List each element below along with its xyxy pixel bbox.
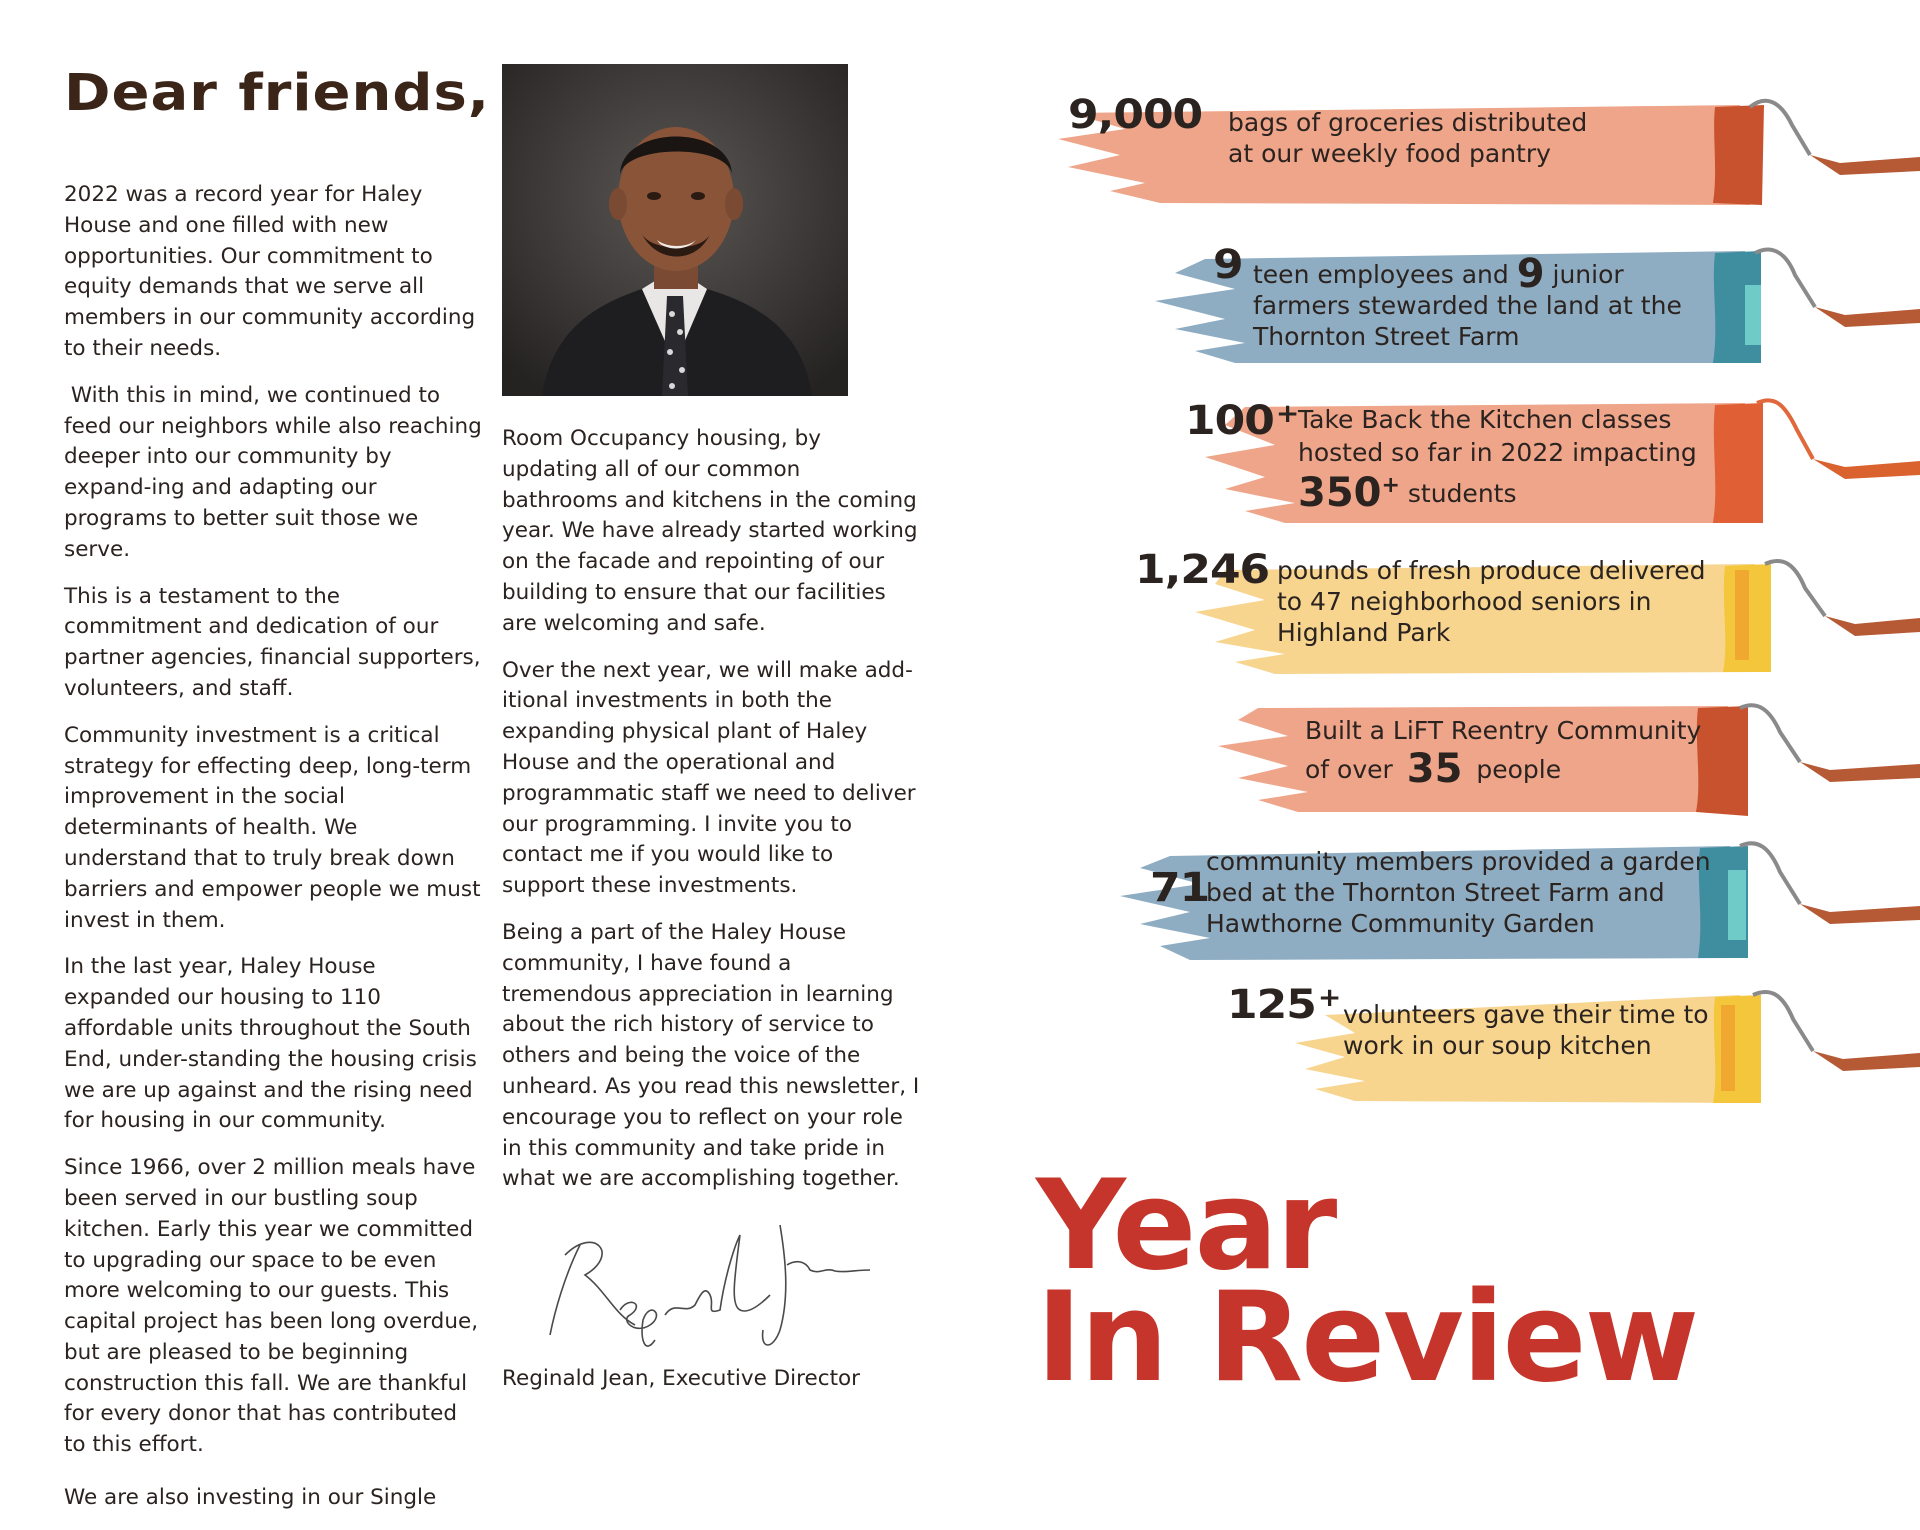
stat-text: [1206, 846, 1711, 939]
stat-lift-community: [1218, 700, 1920, 820]
stat-line-part: junior: [1552, 260, 1624, 289]
stat-line: [1298, 469, 1697, 516]
stat-number: 9: [1213, 241, 1243, 289]
letter-paragraph: We are also investing in our Single: [64, 1485, 437, 1511]
stat-number-value: 100: [1185, 397, 1274, 445]
stat-line: Thornton Street Farm: [1253, 322, 1520, 351]
letter-paragraph: In the last year, Haley House expanded our housing to 110 affordable units throughout the South End, under-standing the housing crisis we are up against and the rising need for housing in our community.: [64, 954, 477, 1134]
stat-text: [1228, 107, 1587, 169]
stat-number: [1227, 981, 1341, 1029]
letter-paragraph: Room Occupancy housing, by updating all of our common bathrooms and kitchens in the coming year. We have already started working on the facade and repointing of our building to ensure that our facilities are welcoming and safe.: [502, 426, 918, 636]
stat-number: 71: [1150, 864, 1210, 912]
stat-teen-employees: [1155, 241, 1920, 370]
stat-line: Built a LiFT Reentry Community: [1305, 716, 1702, 745]
stat-number-plus: +: [1381, 473, 1400, 498]
stat-number-inline: 9: [1516, 251, 1545, 297]
stat-text: [1305, 712, 1702, 792]
stat-line-part: people: [1476, 755, 1562, 784]
stat-text: [1277, 555, 1705, 648]
stat-line: bed at the Thornton Street Farm and: [1206, 878, 1665, 907]
stat-line-part: students: [1407, 479, 1517, 508]
stat-number: 1,246: [1135, 546, 1270, 594]
stat-line-part: of over: [1305, 755, 1393, 784]
stat-line: pounds of fresh produce delivered: [1277, 556, 1706, 585]
letter-column-1: [64, 180, 489, 1530]
letter-paragraph: Over the next year, we will make add-itional investments in both the expanding physical plant of Haley House and the operational and programmatic staff we need to deliver our programming. I invite you to contact me if you would like to support these investments.: [502, 657, 916, 899]
stat-line: bags of groceries distributed: [1228, 108, 1588, 137]
letter-paragraph: With this in mind, we continued to feed our neighbors while also reaching deeper into our community by expand-ing and adapting our programs to better suit those we serve.: [64, 382, 489, 562]
stat-line: Take Back the Kitchen classes: [1298, 405, 1672, 434]
signature-icon: [525, 1215, 895, 1355]
stat-line-part: teen employees and: [1253, 260, 1509, 289]
stat-line: community members provided a garden: [1206, 847, 1711, 876]
year-in-review-title: [1036, 1154, 1698, 1410]
director-portrait: [502, 64, 848, 396]
stat-text: [1253, 251, 1682, 352]
stat-text: [1343, 999, 1709, 1061]
letter-paragraph: Being a part of the Haley House community, I have found a tremendous appreciation in learning about the rich history of service to others and being the voice of the unheard. As you read this newsletter, I encourage you to reflect on your role in this community and take pride in what we are accomplishing together.: [502, 919, 920, 1192]
letter-heading: Dear friends,: [64, 64, 491, 123]
stat-text: [1298, 403, 1697, 516]
stat-number: [1185, 397, 1299, 445]
stat-number: 9,000: [1068, 91, 1203, 139]
stat-kitchen-classes: [1185, 395, 1920, 530]
stat-line: at our weekly food pantry: [1228, 139, 1551, 168]
stat-number-plus: +: [1317, 982, 1341, 1013]
stat-line: Highland Park: [1277, 618, 1451, 647]
stat-line: Hawthorne Community Garden: [1206, 909, 1595, 938]
stat-line: to 47 neighborhood seniors in: [1277, 587, 1652, 616]
stat-line: [1253, 251, 1682, 297]
stat-line: [1305, 746, 1701, 792]
letter-paragraph: This is a testament to the commitment and dedication of our partner agencies, financial supporters, volunteers, and staff.: [64, 583, 481, 701]
title-line-1: Year: [1036, 1154, 1336, 1298]
letter-column-2: [502, 424, 922, 1211]
stat-number-inline: 350: [1298, 470, 1382, 516]
stat-number-value: 125: [1227, 981, 1316, 1029]
stat-line: work in our soup kitchen: [1343, 1031, 1652, 1060]
stat-garden-beds: [1120, 840, 1920, 965]
stat-line: hosted so far in 2022 impacting: [1298, 438, 1697, 467]
stat-number-inline: 35: [1406, 746, 1463, 792]
stat-groceries: [1050, 91, 1920, 210]
letter-paragraph: 2022 was a record year for Haley House and one filled with new opportunities. Our commitment to equity demands that we serve all members in our community according to their needs.: [64, 182, 476, 361]
signature-caption: Reginald Jean, Executive Director: [502, 1366, 860, 1391]
stat-volunteers: [1225, 981, 1920, 1110]
stat-produce: [1135, 546, 1920, 680]
letter-paragraph: Since 1966, over 2 million meals have been served in our bustling soup kitchen. Early this year we committed to upgrading our space to be even more welcoming to our guests. This capital project has been long overdue, but are pleased to be beginning construction this fall. We are thankful for every donor that has contributed to this effort.: [64, 1155, 479, 1458]
stat-line: volunteers gave their time to: [1343, 1000, 1709, 1029]
letter-paragraph: Community investment is a critical strategy for effecting deep, long-term improvement in the social determinants of health. We understand that to truly break down barriers and empower people we must invest in them.: [64, 722, 481, 933]
stat-number-plus: +: [1275, 398, 1299, 429]
stat-line: farmers stewarded the land at the: [1253, 291, 1682, 320]
title-line-2: In Review: [1036, 1266, 1698, 1410]
